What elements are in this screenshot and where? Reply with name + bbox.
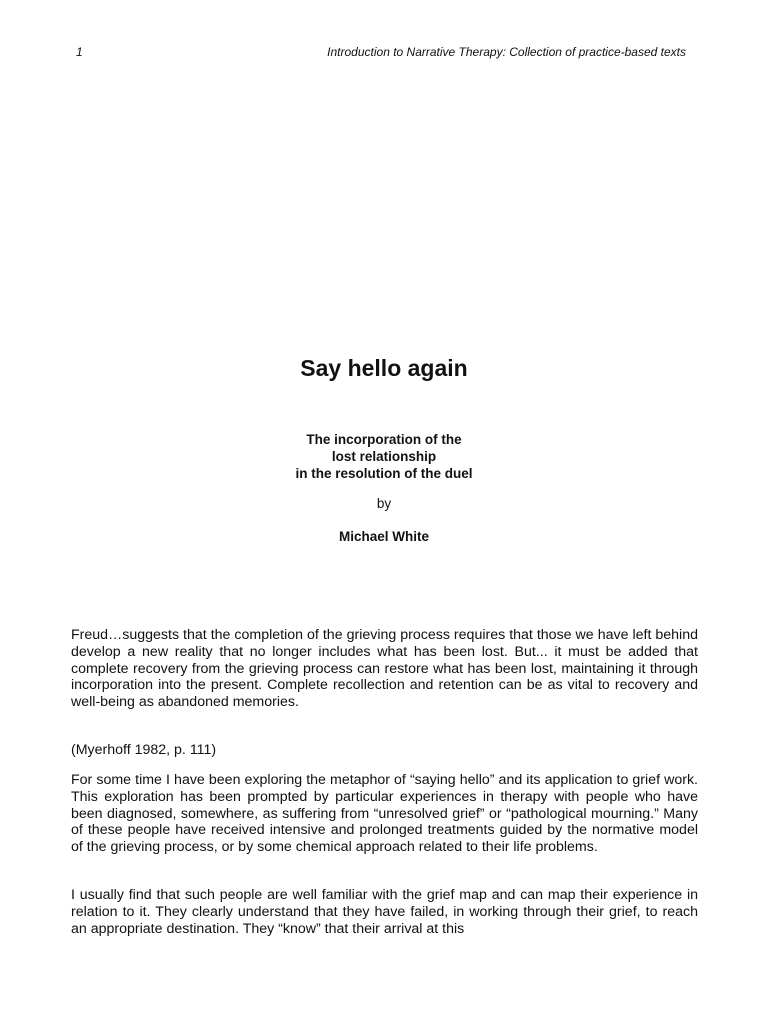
body-paragraph: For some time I have been exploring the metaphor of “saying hello” and its application to grief work. This exploration has been prompted by particular experiences in therapy with people who have been diagnosed, somewhere, as suffering from “unresolved grief” or “pathological mourning.” Many of these people have received intensive and prolonged treatments guided by the normative model of the grieving process, or by some chemical approach related to their life problems. (71, 772, 698, 856)
document-subtitle (0, 431, 768, 482)
page-header (76, 45, 686, 61)
body-paragraph: I usually find that such people are well familiar with the grief map and can map their experience in relation to it. They clearly understand that they have failed, in working through their grief, to reach an appropriate destination. They “know” that their arrival at this (71, 887, 698, 937)
by-line: by (376, 496, 392, 511)
subtitle-line: The incorporation of the (306, 432, 462, 447)
subtitle-line: lost relationship (331, 449, 437, 464)
epigraph-paragraph: Freud…suggests that the completion of the grieving process requires that those we have left behind develop a new reality that no longer includes what has been lost. But... it must be added that complete recovery from the grieving process can restore what has been lost, maintaining it through incorporation into the present. Complete recollection and retention can be as vital to recovery and well-being as abandoned memories. (71, 627, 698, 711)
document-title: Say hello again (300, 355, 468, 381)
author-name: Michael White (338, 529, 429, 544)
page-number: 1 (76, 45, 83, 59)
subtitle-line: in the resolution of the duel (295, 466, 473, 481)
epigraph-citation: (Myerhoff 1982, p. 111) (71, 742, 217, 758)
running-title: Introduction to Narrative Therapy: Collection of practice-based texts (327, 45, 686, 59)
